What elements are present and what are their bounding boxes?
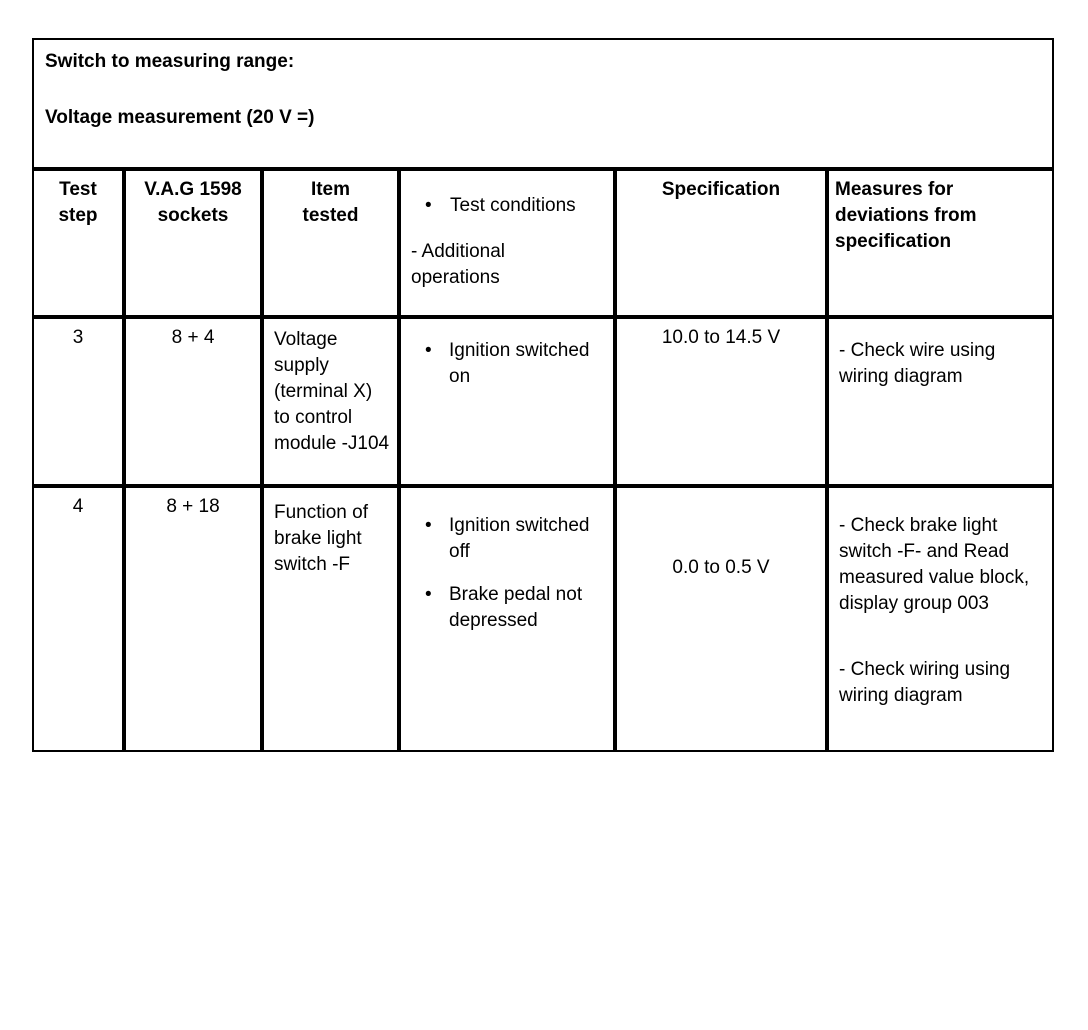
row-conditions	[399, 486, 615, 752]
table-header-row	[34, 171, 1052, 317]
row-specification: 0.0 to 0.5 V	[615, 486, 827, 752]
measure-item: - Check wiring using wiring diagram	[839, 659, 1011, 706]
table-row	[34, 486, 1052, 752]
header-test-conditions: • Test conditions	[411, 193, 613, 219]
header-test-step: Test step	[58, 179, 98, 226]
condition-item: • Ignition switched on	[411, 338, 599, 390]
measuring-range-header	[34, 40, 1052, 171]
row-specification: 10.0 to 14.5 V	[615, 317, 827, 486]
header-additional-operations: - Additional operations	[411, 241, 506, 288]
condition-item: • Ignition switched off	[411, 513, 614, 565]
measure-item: - Check brake light switch -F- and Read measured value block, display group 003	[839, 515, 1030, 614]
row-step: 3	[34, 317, 124, 486]
table-row	[34, 317, 1052, 486]
row-item-tested: Voltage supply (terminal X) to control module -J104	[262, 317, 399, 486]
measure-item: - Check wire using wiring diagram	[839, 340, 996, 387]
row-conditions	[399, 317, 615, 486]
header-conditions	[399, 171, 615, 317]
row-item-tested: Function of brake light switch -F	[262, 486, 399, 752]
header-item-tested: Item tested	[262, 171, 399, 317]
measuring-range-title: Switch to measuring range:	[45, 51, 295, 72]
row-step: 4	[34, 486, 124, 752]
test-steps-table	[34, 171, 1052, 752]
voltage-measurement-label: Voltage measurement (20 V =)	[45, 107, 315, 128]
header-measures: Measures for deviations from specification	[827, 171, 1052, 317]
header-sockets: V.A.G 1598 sockets	[124, 171, 262, 317]
header-specification: Specification	[615, 171, 827, 317]
row-sockets: 8 + 4	[124, 317, 262, 486]
row-measures	[827, 486, 1052, 752]
test-table-sheet	[32, 38, 1054, 752]
condition-item: • Brake pedal not depressed	[411, 582, 614, 634]
row-sockets: 8 + 18	[124, 486, 262, 752]
row-measures	[827, 317, 1052, 486]
